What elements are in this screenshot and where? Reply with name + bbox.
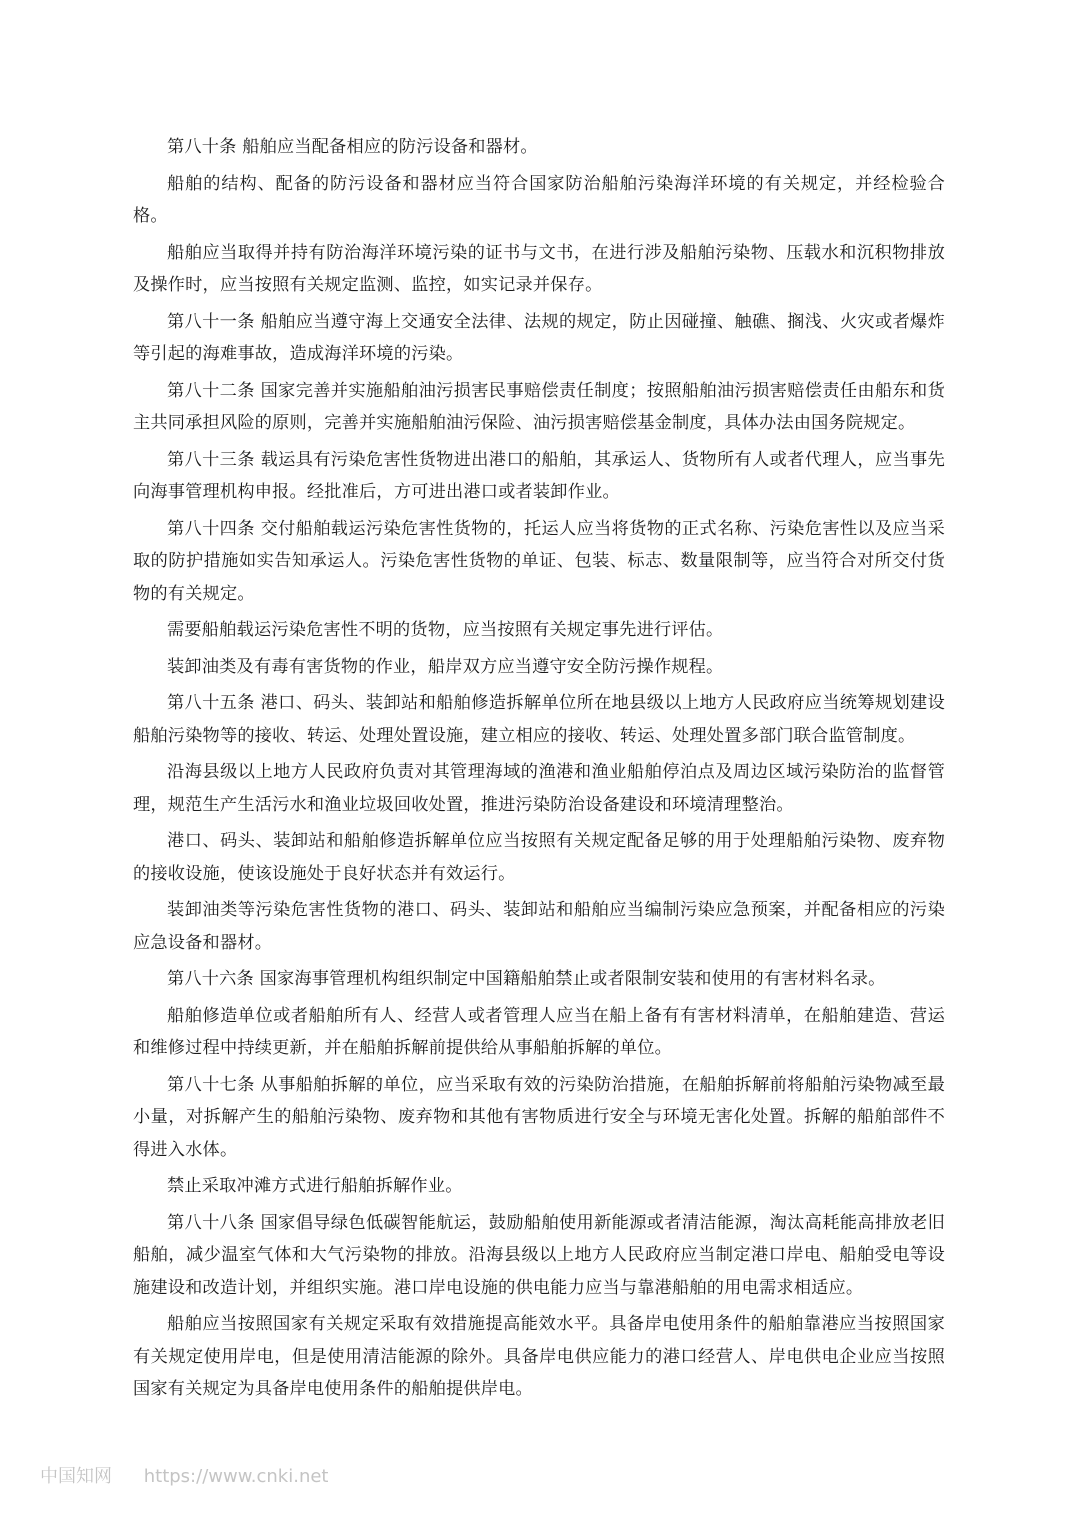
paragraph: 船舶应当按照国家有关规定采取有效措施提高能效水平。具备岸电使用条件的船舶靠港应当按照国家有关规定使用岸电，但是使用清洁能源的除外。具备岸电供应能力的港口经营人、岸电供电企业应当按照国家有关规定为具备岸电使用条件的船舶提供岸电。 [133, 1314, 945, 1399]
cnki-brand-text: 中国知网 [40, 1466, 112, 1487]
paragraph: 船舶修造单位或者船舶所有人、经营人或者管理人应当在船上备有有害材料清单，在船舶建造、营运和维修过程中持续更新，并在船舶拆解前提供给从事船舶拆解的单位。 [133, 1005, 945, 1058]
paragraph: 船舶的结构、配备的防污设备和器材应当符合国家防治船舶污染海洋环境的有关规定，并经检验合格。 [133, 173, 945, 226]
paragraph: 第八十一条 船舶应当遵守海上交通安全法律、法规的规定，防止因碰撞、触礁、搁浅、火灾或者爆炸等引起的海难事故，造成海洋环境的污染。 [133, 311, 945, 364]
paragraph: 第八十五条 港口、码头、装卸站和船舶修造拆解单位所在地县级以上地方人民政府应当统筹规划建设船舶污染物等的接收、转运、处理处置设施，建立相应的接收、转运、处理处置多部门联合监管制度。 [133, 693, 945, 746]
paragraph: 第八十四条 交付船舶载运污染危害性货物的，托运人应当将货物的正式名称、污染危害性以及应当采取的防护措施如实告知承运人。污染危害性货物的单证、包装、标志、数量限制等，应当符合对所交付货物的有关规定。 [133, 518, 945, 604]
paragraph: 第八十条 船舶应当配备相应的防污设备和器材。 [167, 137, 538, 157]
cnki-url-link[interactable]: https://www.cnki.net [143, 1466, 329, 1487]
paragraph: 船舶应当取得并持有防治海洋环境污染的证书与文书，在进行涉及船舶污染物、压载水和沉积物排放及操作时，应当按照有关规定监测、监控，如实记录并保存。 [133, 242, 945, 295]
paragraph: 第八十八条 国家倡导绿色低碳智能航运，鼓励船舶使用新能源或者清洁能源，淘汰高耗能高排放老旧船舶，减少温室气体和大气污染物的排放。沿海县级以上地方人民政府应当制定港口岸电、船舶受电等设施建设和改造计划，并组织实施。港口岸电设施的供电能力应当与靠港船舶的用电需求相适应。 [133, 1212, 945, 1298]
paragraph: 禁止采取冲滩方式进行船舶拆解作业。 [167, 1176, 463, 1196]
paragraph: 第八十七条 从事船舶拆解的单位，应当采取有效的污染防治措施，在船舶拆解前将船舶污染物减至最小量，对拆解产生的船舶污染物、废弃物和其他有害物质进行安全与环境无害化处置。拆解的船舶部件不得进入水体。 [133, 1074, 945, 1160]
paragraph: 装卸油类及有毒有害货物的作业，船岸双方应当遵守安全防污操作规程。 [167, 656, 724, 677]
paragraph: 港口、码头、装卸站和船舶修造拆解单位应当按照有关规定配备足够的用于处理船舶污染物、废弃物的接收设施，使该设施处于良好状态并有效运行。 [133, 831, 945, 884]
paragraph: 第八十二条 国家完善并实施船舶油污损害民事赔偿责任制度；按照船舶油污损害赔偿责任由船东和货主共同承担风险的原则，完善并实施船舶油污保险、油污损害赔偿基金制度，具体办法由国务院规定。 [133, 380, 945, 433]
paragraph: 装卸油类等污染危害性货物的港口、码头、装卸站和船舶应当编制污染应急预案，并配备相应的污染应急设备和器材。 [133, 900, 945, 953]
paragraph: 沿海县级以上地方人民政府负责对其管理海域的渔港和渔业船舶停泊点及周边区域污染防治的监督管理，规范生产生活污水和渔业垃圾回收处置，推进污染防治设备建设和环境清理整治。 [133, 762, 945, 815]
watermark-footer [40, 1462, 328, 1488]
document-body [133, 131, 945, 1410]
paragraph: 需要船舶载运污染危害性不明的货物，应当按照有关规定事先进行评估。 [167, 620, 724, 640]
paragraph: 第八十六条 国家海事管理机构组织制定中国籍船舶禁止或者限制安装和使用的有害材料名录。 [167, 969, 886, 989]
paragraph: 第八十三条 载运具有污染危害性货物进出港口的船舶，其承运人、货物所有人或者代理人，应当事先向海事管理机构申报。经批准后，方可进出港口或者装卸作业。 [133, 449, 945, 502]
